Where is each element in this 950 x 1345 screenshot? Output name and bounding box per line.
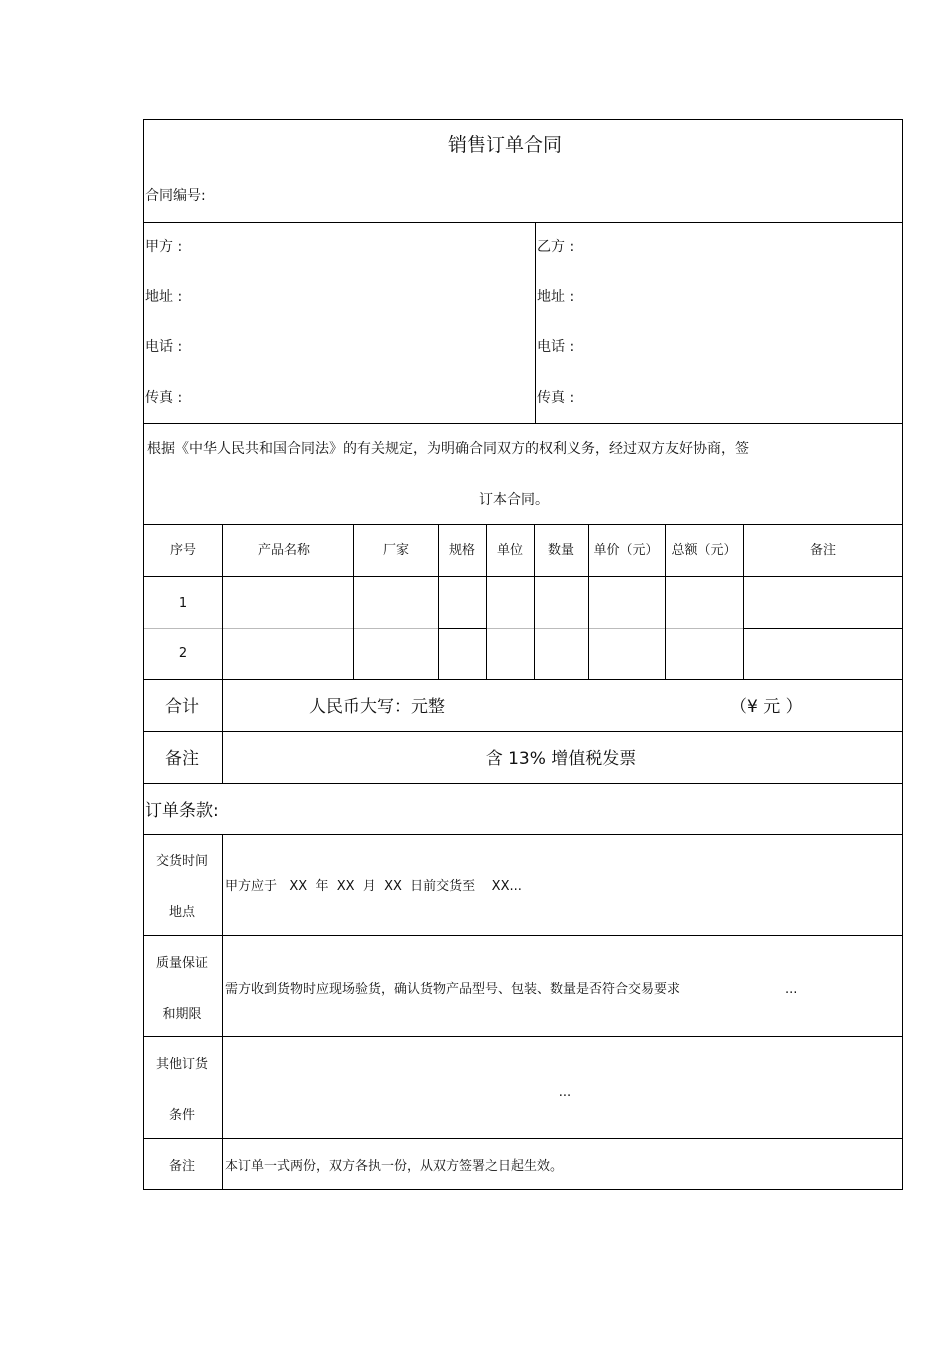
divider	[144, 679, 902, 680]
remark-label: 备注	[165, 749, 199, 769]
divider	[438, 524, 439, 679]
divider	[743, 524, 744, 679]
divider	[144, 524, 902, 525]
party-b-address-label: 地址 :	[537, 289, 575, 305]
header-spec: 规格	[448, 543, 476, 558]
table-row-number: 2	[178, 646, 188, 661]
delivery-value: 甲方应于 XX 年 XX 月 XX 日前交货至 XX...	[225, 879, 522, 894]
terms-heading: 订单条款:	[145, 801, 219, 821]
total-rmb-symbol: （¥ 元 ）	[730, 697, 803, 717]
divider	[144, 783, 902, 784]
quality-value: 需方收到货物时应现场验货，确认货物产品型号、包装、数量是否符合交易要求	[225, 982, 681, 997]
divider	[144, 834, 902, 835]
divider	[353, 524, 354, 679]
other-conditions-value: ...	[558, 1085, 572, 1100]
header-quantity: 数量	[547, 543, 575, 558]
header-no: 序号	[169, 543, 197, 558]
divider	[535, 222, 536, 424]
divider	[744, 628, 902, 629]
party-b-name-label: 乙方 :	[537, 239, 575, 255]
other-conditions-label: 其他订货	[155, 1057, 209, 1072]
note-label: 备注	[168, 1159, 196, 1174]
divider	[144, 731, 902, 732]
party-a-fax-label: 传真 :	[145, 390, 183, 406]
divider	[144, 935, 902, 936]
divider	[222, 834, 223, 1190]
divider	[144, 1138, 902, 1139]
preamble-line-2: 订本合同。	[479, 492, 549, 508]
note-value: 本订单一式两份，双方各执一份，从双方签署之日起生效。	[225, 1159, 564, 1174]
divider	[144, 576, 902, 577]
divider	[144, 423, 902, 424]
sales-order-contract-form	[143, 119, 903, 1190]
divider	[144, 1036, 902, 1037]
divider	[588, 524, 589, 679]
header-remark: 备注	[809, 543, 837, 558]
quality-label: 质量保证	[155, 956, 209, 971]
party-a-name-label: 甲方 :	[145, 239, 183, 255]
divider	[144, 222, 902, 223]
divider	[222, 524, 223, 783]
quality-label: 和期限	[162, 1007, 202, 1022]
party-b-fax-label: 传真 :	[537, 390, 575, 406]
divider	[534, 524, 535, 679]
party-a-address-label: 地址 :	[145, 289, 183, 305]
divider	[486, 524, 487, 679]
contract-title: 销售订单合同	[447, 134, 563, 156]
remark-value: 含 13% 增值税发票	[485, 749, 637, 769]
party-a-phone-label: 电话 :	[145, 339, 183, 355]
total-rmb-uppercase: 人民币大写：元整	[309, 697, 445, 717]
table-row-number: 1	[178, 596, 188, 611]
header-manufacturer: 厂家	[382, 543, 410, 558]
header-unit-price: 单价（元）	[593, 543, 659, 558]
divider	[665, 524, 666, 679]
other-conditions-label: 条件	[168, 1108, 196, 1123]
total-label: 合计	[165, 697, 199, 717]
party-b-phone-label: 电话 :	[537, 339, 575, 355]
contract-no-label: 合同编号:	[145, 188, 206, 204]
preamble-line-1: 根据《中华人民共和国合同法》的有关规定，为明确合同双方的权利义务，经过双方友好协商，签	[147, 441, 749, 457]
header-total-amount: 总额（元）	[671, 543, 737, 558]
header-unit: 单位	[496, 543, 524, 558]
delivery-label: 交货时间	[155, 854, 209, 869]
delivery-label: 地点	[168, 905, 196, 920]
quality-ellipsis: ...	[785, 982, 798, 997]
divider	[438, 628, 486, 629]
header-product-name: 产品名称	[257, 543, 311, 558]
